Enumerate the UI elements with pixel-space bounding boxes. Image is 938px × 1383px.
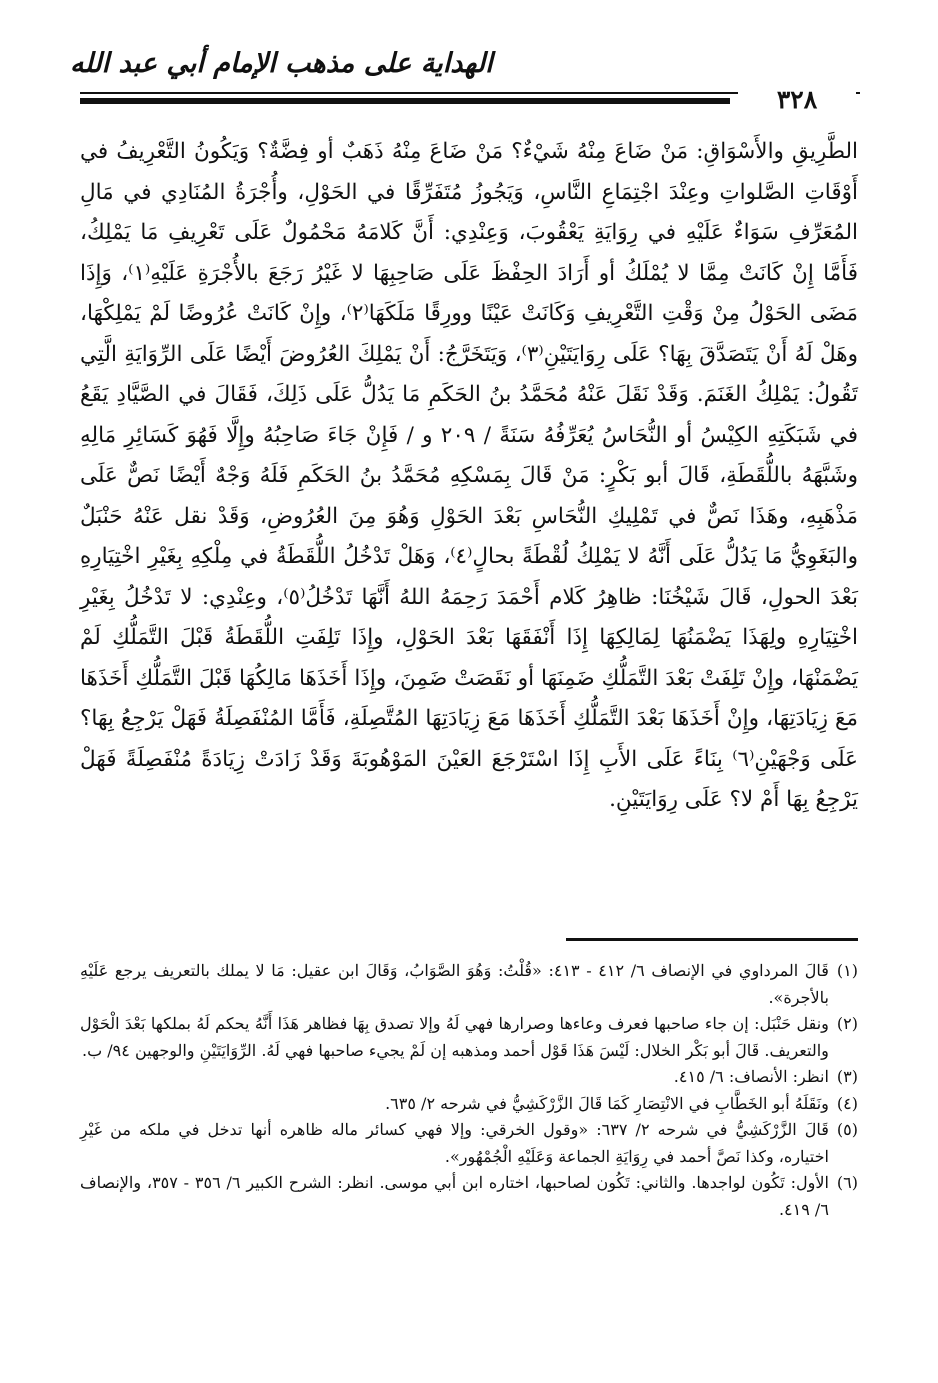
footnote-number: (١) [836,961,858,980]
footnote-2 [80,1011,858,1064]
main-paragraph: الطَّرِيقِ والأَسْوَاقِ: مَنْ ضَاعَ مِنْهُ شَيْءٌ؟ مَنْ ضَاعَ مِنْهُ ذَهَبٌ أو فِضَّةٌ؟ وَيَكُونُ التَّعْرِيفُ في أَوْقَاتِ الصَّلواتِ وعِنْدَ اجْتِمَاعِ النَّاسِ، وَيَجُوزُ مُتَفَرِّقًا في الحَوْلِ، وأُجْرَةُ المُنَادِي في مَالِ المُعَرِّفِ سَوَاءٌ عَلَيْهِ في رِوَايَةِ يَعْقُوبَ، وَعِنْدِي: أَنَّ كَلامَهُ مَحْمُولٌ عَلَى تَعْرِيفِ مَا يَمْلِكُ، فَأَمَّا إِنْ كَانَتْ مِمَّا لا يُمْلَكُ أو أَرَادَ الحِفْظَ عَلَى صَاحِبِهَا لا غَيْرُ رَجَعَ بالأُجْرَةِ عَلَيْهِ⁽١⁾، وَإِذَا مَضَى الحَوْلُ مِنْ وَقْتِ التَّعْرِيفِ وَكَانَتْ عَيْنًا وورِقًا مَلَكَهَا⁽٢⁾، وإِنْ كَانَتْ عُرُوضًا لَمْ يَمْلِكْهَا، وهَلْ لَهُ أَنْ يَتَصَدَّقَ بِهَا؟ عَلَى رِوَايَتَيْنِ⁽٣⁾، وَيَتَخَرَّجُ: أَنْ يَمْلِكَ العُرُوضَ أَيْضًا عَلَى الرِّوَايَةِ الَّتِي تَقُولُ: يَمْلِكُ الغَنَمَ. وَقَدْ نَقَلَ عَنْهُ مُحَمَّدُ بنُ الحَكَمِ مَا يَدُلُّ عَلَى ذَلِكَ، فَقَالَ في الصَّيَّادِ يَقَعُ في شَبَكَتِهِ الكِيْسُ أو النُّحَاسُ يُعَرِّفُهُ سَنَةً / ٢٠٩ و / فَإِنْ جَاءَ صَاحِبُهُ وإِلَّا فَهُوَ كَسَائِرِ مَالِهِ وشَبَّهَهُ باللُّقَطَةِ، قَالَ أبو بَكْرٍ: مَنْ قَالَ بِمَسْكِهِ مُحَمَّدُ بنُ الحَكَمِ فَلَهُ وَجْهٌ أَيْضًا نَصٌّ عَلَى مَذْهَبِهِ، وهَذَا نَصٌّ في تَمْلِيكِ النُّحَاسِ بَعْدَ الحَوْلِ وَهُوَ مِنَ العُرُوضِ، وَقَدْ نقل عَنْهُ حَنْبَلٌ والبَغَوِيُّ مَا يَدُلُّ عَلَى أَنَّهُ لا يَمْلِكُ لُقْطَةً بحالٍ⁽٤⁾، وَهَلْ تَدْخُلُ اللُّقَطَةُ في مِلْكِهِ بِغَيْرِ اخْتِيَارِهِ بَعْدَ الحولِ، قَالَ شَيْخُنَا: ظاهِرُ كَلام أَحْمَدَ رَحِمَهُ اللهُ أَنَّهَا تَدْخُلُ⁽٥⁾، وعِنْدِي: لا تَدْخُلُ بِغَيْرِ اخْتِيَارِهِ ولِهَذَا يَضْمَنُهَا لِمَالِكِهَا إِذَا أَنْفَقَهَا بَعْدَ الحَوْلِ، وإِذَا تَلِفَتِ اللُّقَطَةُ قَبْلَ التَّمَلُّكِ لَمْ يَضْمَنْهَا، وإِنْ تَلِفَتْ بَعْدَ التَّمَلُّكِ ضَمِنَهَا أو نَقَصَتْ ضَمِنَ، وإِذَا أَخَذَهَا مَالِكُهَا قَبْلَ التَّمَلُّكِ أَخَذَهَا مَعَ زِيَادَتِهَا، وإِنْ أَخَذَهَا بَعْدَ التَّمَلُّكِ أَخَذَهَا مَعَ زِيَادَتِهَا المُتَّصِلَةِ، فَأَمَّا المُنْفَصِلَةُ فَهَلْ يَرْجِعُ بِهَا؟ عَلَى وَجْهَيْنِ⁽٦⁾ بِنَاءً عَلَى الأَبِ إِذَا اسْتَرْجَعَ العَيْنَ المَوْهُوبَةَ وَقَدْ زَادَتْ زِيَادَةً مُنْفَصِلَةً فَهَلْ يَرْجِعُ بِهَا أَمْ لا؟ عَلَى رِوَايَتَيْنِ. [80,139,859,812]
main-text [80,132,858,821]
footnote-number: (٢) [836,1014,858,1033]
footnote-5 [80,1117,858,1170]
footnote-number: (٥) [836,1120,858,1139]
footnote-text: قَالَ الزَّرْكَشِيُّ في شرحه ٢/ ٦٣٧: «وقول الخرقي: وإلا فهي كسائر ماله ظاهره أنها تدخل في ملكه من غَيْرِ اختياره، وكذا نَصَّ أحمد في رِوَايَةِ الجماعة وَعَلَيْهِ الْجُمْهُور». [80,1120,829,1166]
footnote-text: ونقل حَنْبَل: إن جاء صاحبها فعرف وعاءها وصرارها فهي لَهُ وإلا تصدق بِهَا فظاهر هَذَا أَنَّهُ يحكم لَهُ بملكها بَعْدَ الْحَوْل والتعريف. قَالَ أبو بَكْر الخلال: لَيْسَ هَذَا قَوْل أحمد ومذهبه إن لَمْ يجيء صاحبها فهي لَهُ. الرِّوَايَتَيْنِ والوجهين ٩٤/ ب. [80,1014,829,1060]
footnote-number: (٣) [836,1067,858,1086]
footnote-number: (٤) [836,1093,858,1113]
footnote-6 [80,1170,858,1223]
header-rule-thick [80,98,730,104]
footnote-text: الأول: تَكُون لواجدها. والثاني: تَكُون لصاحبها، اختاره ابن أبي موسى. انظر: الشرح الكبير ٦/ ٣٥٦ - ٣٥٧، والإنصاف ٦/ ٤١٩. [80,1173,829,1219]
footnote-3 [80,1064,858,1091]
page-number: ٣٢٨ [738,86,856,114]
footnote-text: انظر: الأنصاف: ٦/ ٤١٥. [673,1067,829,1086]
footnote-4 [80,1091,858,1118]
footnote-1 [80,958,858,1011]
running-title: الهداية على مذهب الإمام أبي عبد الله [70,48,493,79]
footnotes [80,958,858,1223]
footnote-text: قَالَ المرداوي في الإنصاف ٦/ ٤١٢ - ٤١٣: «قُلْتُ: وَهُوَ الصَّوَابُ، وَقَالَ ابن عقيل: مَا لا يملك بالتعريف يرجع عَلَيْهِ بالأجرة». [80,961,829,1007]
footnote-number: (٦) [836,1173,858,1192]
footnote-text: ونَقَلَهُ أبو الخَطَّابِ في الانْتِصَارِ كَمَا قَالَ الزَّرْكَشِيُّ في شرحه ٢/ ٦٣٥. [385,1093,829,1113]
footnote-separator [566,938,858,941]
